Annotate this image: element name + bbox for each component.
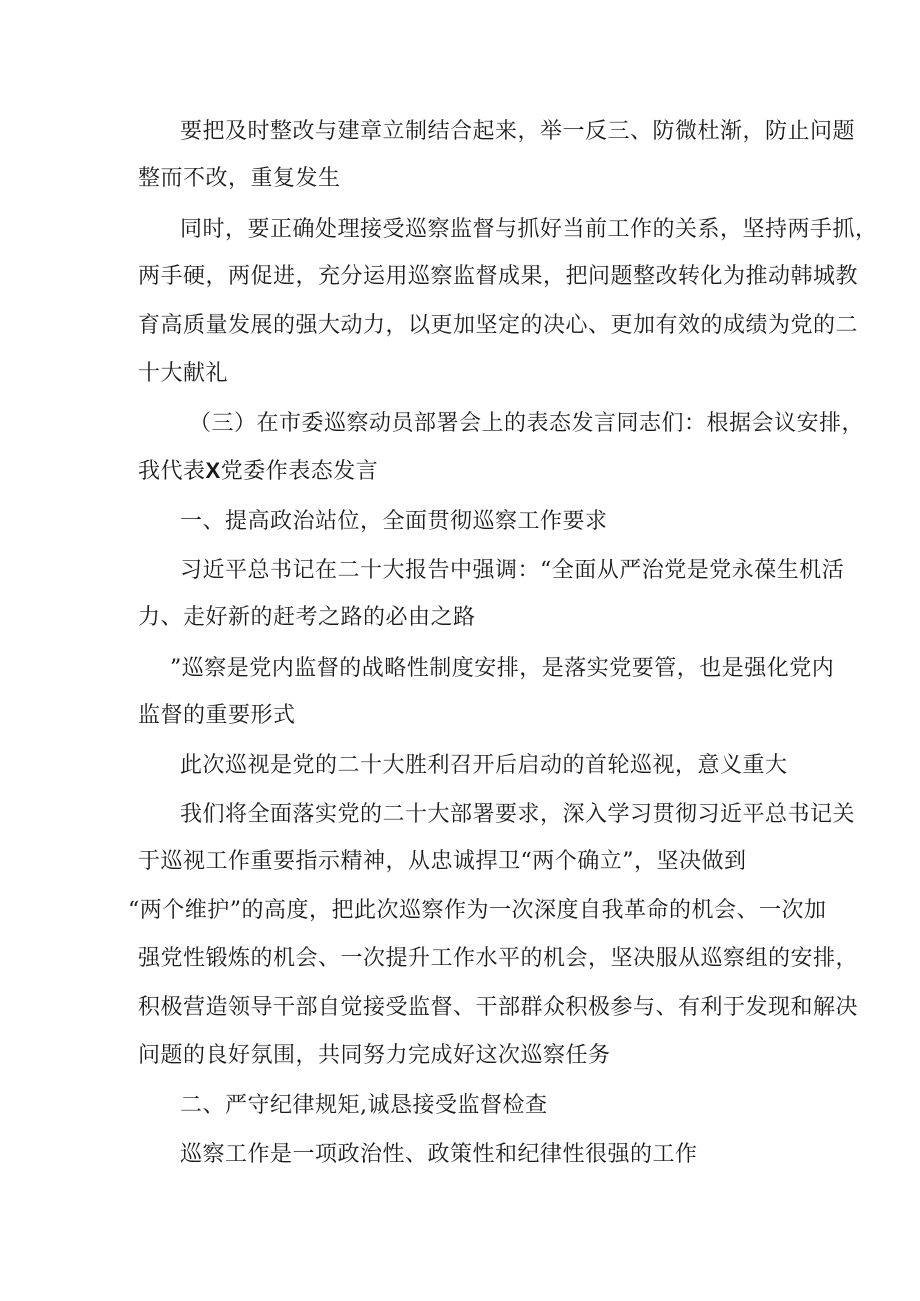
body-line: 要把及时整改与建章立制结合起来，举一反三、防微杜渐，防止问题 — [180, 119, 856, 144]
body-line: 习近平总书记在二十大报告中强调：“全面从严治党是党永葆生机活 — [180, 558, 845, 583]
body-line — [138, 456, 378, 487]
body-line: 于巡视工作重要指示精神，从忠诚捍卫“两个确立”，坚决做到 — [138, 849, 747, 874]
body-line: 监督的重要形式 — [138, 703, 296, 728]
redacted-unit-name: X — [205, 458, 221, 483]
section-heading: 一、提高政治站位，全面贯彻巡察工作要求 — [180, 509, 608, 534]
body-text: 党委作表态发言 — [220, 459, 379, 484]
body-line: 积极营造领导干部自觉接受监督、干部群众积极参与、有利于发现和解决 — [138, 995, 859, 1020]
body-line: 问题的良好氛围，共同努力完成好这次巡察任务 — [138, 1043, 611, 1068]
body-line: 巡察工作是一项政治性、政策性和纪律性很强的工作 — [180, 1142, 698, 1167]
body-line: 力、走好新的赶考之路的必由之路 — [138, 605, 476, 630]
body-line: 强党性锻炼的机会、一次提升工作水平的机会，坚决服从巡察组的安排， — [138, 946, 859, 971]
body-line: 我们将全面落实党的二十大部署要求，深入学习贯彻习近平总书记关 — [180, 802, 856, 827]
body-text: 我代表 — [138, 459, 206, 484]
body-line: 此次巡视是党的二十大胜利召开后启动的首轮巡视，意义重大 — [180, 753, 788, 778]
section-heading: 二、严守纪律规矩,诚恳接受监督检查 — [180, 1093, 548, 1118]
body-line: 同时，要正确处理接受巡察监督与抓好当前工作的关系，坚持两手抓， — [180, 217, 878, 242]
body-line: 两手硬，两促进，充分运用巡察监督成果，把问题整改转化为推动韩城教 — [138, 264, 859, 289]
body-line: ”巡察是党内监督的战略性制度安排，是落实党要管，也是强化党内 — [170, 656, 835, 681]
body-line: 十大献礼 — [138, 361, 229, 386]
section-heading: （三）在市委巡察动员部署会上的表态发言同志们：根据会议安排， — [189, 411, 865, 436]
body-line: 育高质量发展的强大动力，以更加坚定的决心、更加有效的成绩为党的二 — [138, 313, 859, 338]
body-line: 整而不改，重复发生 — [138, 166, 341, 191]
body-line: “两个维护”的高度，把此次巡察作为一次深度自我革命的机会、一次加 — [128, 898, 827, 923]
